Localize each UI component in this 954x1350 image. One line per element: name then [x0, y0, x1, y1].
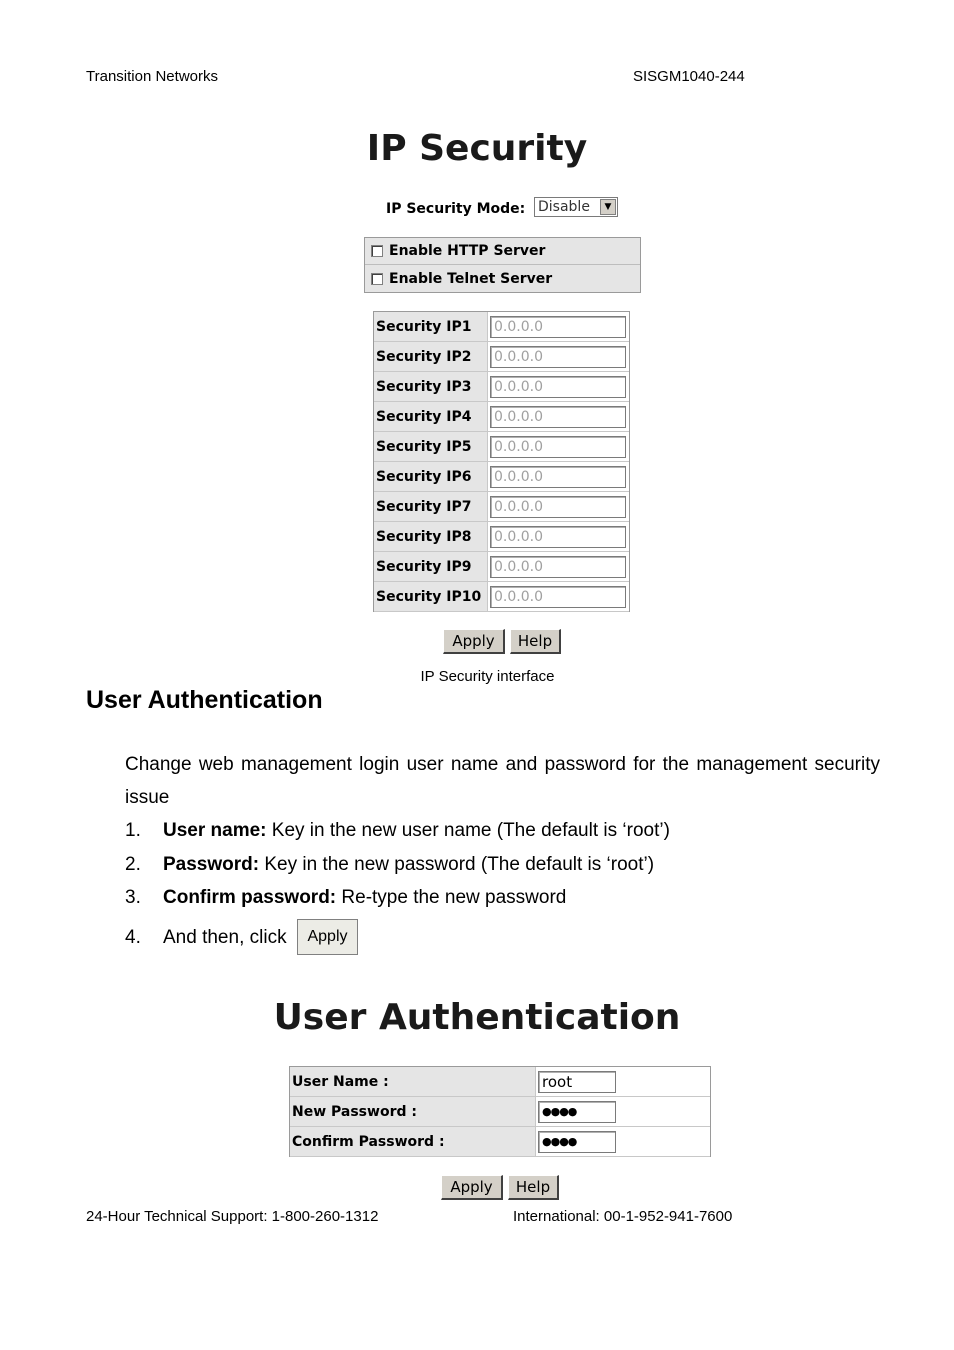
security-ip-cell	[488, 312, 629, 341]
server-options-box	[364, 237, 641, 293]
new-password-label: New Password :	[290, 1097, 536, 1126]
enable-telnet-checkbox[interactable]	[371, 273, 383, 285]
security-ip-row	[374, 492, 629, 522]
ip-security-title: IP Security	[366, 128, 588, 169]
user-name-row	[290, 1067, 710, 1097]
section-heading: User Authentication	[86, 686, 323, 714]
security-ip-row	[374, 342, 629, 372]
intro-paragraph: Change web management login user name and password for the management security issue	[125, 754, 880, 808]
security-ip-input[interactable]: 0.0.0.0	[490, 316, 626, 338]
ip-security-mode-label: IP Security Mode:	[386, 201, 526, 217]
step-number: 1.	[125, 820, 141, 841]
step-item-2	[125, 848, 654, 881]
user-auth-table	[289, 1066, 711, 1157]
security-ip-row	[374, 522, 629, 552]
enable-http-label: Enable HTTP Server	[389, 243, 546, 259]
security-ip-input[interactable]: 0.0.0.0	[490, 406, 626, 428]
security-ip-label: Security IP4	[374, 402, 488, 431]
security-ip-input[interactable]: 0.0.0.0	[490, 346, 626, 368]
security-ip-label: Security IP3	[374, 372, 488, 401]
step-number: 3.	[125, 887, 141, 908]
security-ip-row	[374, 402, 629, 432]
ip-help-button[interactable]: Help	[510, 629, 561, 654]
security-ip-input[interactable]: 0.0.0.0	[490, 526, 626, 548]
security-ip-table	[373, 311, 630, 612]
security-ip-input[interactable]: 0.0.0.0	[490, 496, 626, 518]
security-ip-input[interactable]: 0.0.0.0	[490, 436, 626, 458]
security-ip-label: Security IP7	[374, 492, 488, 521]
confirm-password-label: Confirm Password :	[290, 1127, 536, 1156]
confirm-password-input[interactable]: ●●●●	[538, 1131, 616, 1153]
security-ip-label: Security IP8	[374, 522, 488, 551]
security-ip-label: Security IP9	[374, 552, 488, 581]
security-ip-cell	[488, 462, 629, 491]
security-ip-cell	[488, 372, 629, 401]
security-ip-cell	[488, 522, 629, 551]
security-ip-row	[374, 372, 629, 402]
step-item-3	[125, 881, 566, 914]
confirm-password-row	[290, 1127, 710, 1157]
step-text: And then, click	[163, 927, 287, 948]
step-number: 2.	[125, 854, 141, 875]
step-item-4	[125, 921, 287, 954]
security-ip-cell	[488, 342, 629, 371]
step-text: Key in the new password (The default is ‘root’)	[259, 854, 655, 875]
step-term: Confirm password:	[163, 887, 337, 908]
ip-security-mode-select[interactable]	[534, 197, 618, 217]
security-ip-cell	[488, 582, 629, 611]
ip-security-mode-value: Disable	[538, 199, 590, 215]
footer-international: International: 00-1-952-941-7600	[513, 1208, 733, 1225]
step-text: Key in the new user name (The default is ‘root’)	[266, 820, 670, 841]
security-ip-row	[374, 432, 629, 462]
user-name-label: User Name :	[290, 1067, 536, 1096]
auth-help-button[interactable]: Help	[508, 1175, 559, 1200]
security-ip-label: Security IP1	[374, 312, 488, 341]
security-ip-input[interactable]: 0.0.0.0	[490, 466, 626, 488]
inline-apply-button: Apply	[297, 919, 358, 955]
security-ip-input[interactable]: 0.0.0.0	[490, 586, 626, 608]
footer-support: 24-Hour Technical Support: 1-800-260-1312	[86, 1208, 379, 1225]
auth-apply-button[interactable]: Apply	[441, 1175, 503, 1200]
new-password-input[interactable]: ●●●●	[538, 1101, 616, 1123]
security-ip-cell	[488, 402, 629, 431]
step-term: User name:	[163, 820, 267, 841]
step-number: 4.	[125, 927, 141, 948]
security-ip-row	[374, 582, 629, 612]
enable-telnet-row[interactable]	[365, 265, 640, 292]
security-ip-cell	[488, 432, 629, 461]
header-model: SISGM1040-244	[633, 68, 745, 85]
security-ip-row	[374, 552, 629, 582]
security-ip-cell	[488, 492, 629, 521]
security-ip-label: Security IP5	[374, 432, 488, 461]
enable-http-row[interactable]	[365, 238, 640, 265]
ip-apply-button[interactable]: Apply	[443, 629, 505, 654]
enable-http-checkbox[interactable]	[371, 245, 383, 257]
enable-telnet-label: Enable Telnet Server	[389, 270, 553, 287]
new-password-row	[290, 1097, 710, 1127]
chevron-down-icon: ▼	[600, 199, 616, 215]
header-company: Transition Networks	[86, 68, 218, 85]
security-ip-input[interactable]: 0.0.0.0	[490, 556, 626, 578]
security-ip-row	[374, 462, 629, 492]
security-ip-row	[374, 312, 629, 342]
security-ip-input[interactable]: 0.0.0.0	[490, 376, 626, 398]
step-text: Re-type the new password	[336, 887, 567, 908]
security-ip-label: Security IP2	[374, 342, 488, 371]
user-name-input[interactable]: root	[538, 1071, 616, 1093]
step-item-1	[125, 814, 670, 847]
user-auth-title: User Authentication	[273, 997, 681, 1038]
security-ip-cell	[488, 552, 629, 581]
security-ip-label: Security IP10	[374, 582, 488, 611]
figure-caption: IP Security interface	[420, 668, 555, 685]
step-term: Password:	[163, 854, 260, 875]
security-ip-label: Security IP6	[374, 462, 488, 491]
